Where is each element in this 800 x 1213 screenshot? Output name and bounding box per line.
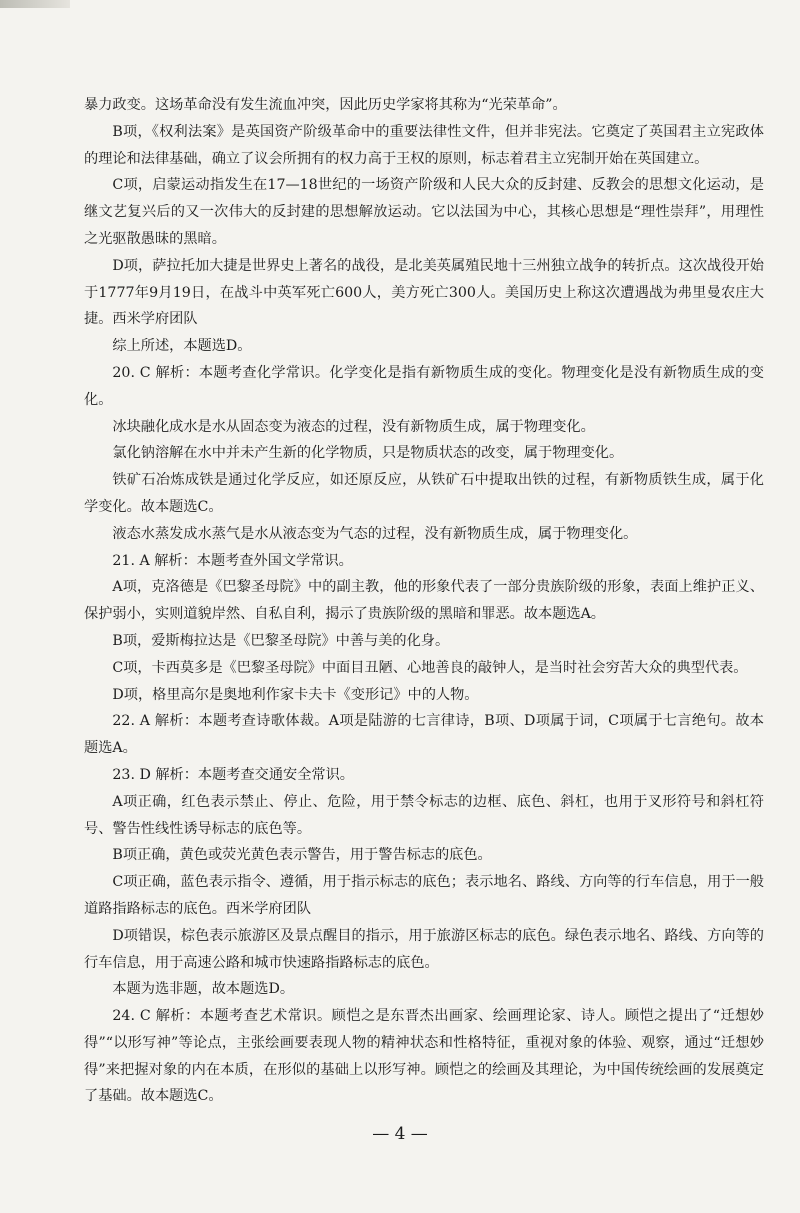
paragraph: C项正确，蓝色表示指令、遵循，用于指示标志的底色；表示地名、路线、方向等的行车信息，用于一般道路指路标志的底色。西米学府团队 bbox=[84, 874, 764, 917]
question-24-answer: 24. C 解析：本题考查艺术常识。顾恺之是东晋杰出画家、绘画理论家、诗人。顾恺之提出了“迁想妙得”“以形写神”等论点，主张绘画要表现人物的精神状态和性格特征，重视对象的体验、观察，通过“迁想妙得”来把握对象的内在本质，在形似的基础上以形写神。顾恺之的绘画及其理论，为中国传统绘画的发展奠定了基础。故本题选C。 bbox=[84, 1008, 764, 1105]
paragraph: C项，卡西莫多是《巴黎圣母院》中面目丑陋、心地善良的敲钟人，是当时社会穷苦大众的典型代表。 bbox=[112, 659, 748, 676]
paragraph: A项，克洛德是《巴黎圣母院》中的副主教，他的形象代表了一部分贵族阶级的形象，表面上维护正义、保护弱小，实则道貌岸然、自私自利，揭示了贵族阶级的黑暗和罪恶。故本题选A。 bbox=[84, 579, 764, 623]
paragraph: 本题为选非题，故本题选D。 bbox=[112, 981, 295, 998]
paragraph: B项，爱斯梅拉达是《巴黎圣母院》中善与美的化身。 bbox=[112, 632, 450, 649]
paragraph: 综上所述，本题选D。 bbox=[112, 338, 252, 355]
answer-explanations bbox=[84, 92, 764, 1110]
paragraph: D项，格里高尔是奥地利作家卡夫卡《变形记》中的人物。 bbox=[112, 686, 479, 703]
scan-edge-mark bbox=[0, 0, 70, 8]
paragraph: B项正确，黄色或荧光黄色表示警告，用于警告标志的底色。 bbox=[112, 847, 492, 864]
question-20-answer: 20. C 解析：本题考查化学常识。化学变化是指有新物质生成的变化。物理变化是没有新物质生成的变化。 bbox=[84, 364, 764, 408]
paragraph: 氯化钠溶解在水中并未产生新的化学物质，只是物质状态的改变，属于物理变化。 bbox=[112, 445, 624, 462]
page-number: — 4 — bbox=[372, 1124, 428, 1144]
paragraph: A项正确，红色表示禁止、停止、危险，用于禁令标志的边框、底色、斜杠，也用于叉形符号和斜杠符号、警告性线性诱导标志的底色等。 bbox=[84, 793, 764, 837]
paragraph: 暴力政变。这场革命没有发生流血冲突，因此历史学家将其称为“光荣革命”。 bbox=[84, 97, 567, 113]
paragraph: 铁矿石冶炼成铁是通过化学反应，如还原反应，从铁矿石中提取出铁的过程，有新物质铁生成，属于化学变化。故本题选C。 bbox=[84, 472, 764, 515]
paragraph: B项，《权利法案》是英国资产阶级革命中的重要法律性文件，但并非宪法。它奠定了英国君主立宪政体的理论和法律基础，确立了议会所拥有的权力高于王权的原则，标志着君主立宪制开始在英国建立。 bbox=[84, 123, 764, 167]
paragraph: D项错误，棕色表示旅游区及景点醒目的指示，用于旅游区标志的底色。绿色表示地名、路线、方向等的行车信息，用于高速公路和城市快速路指路标志的底色。 bbox=[84, 927, 764, 971]
question-22-answer: 22. A 解析：本题考查诗歌体裁。A项是陆游的七言律诗，B项、D项属于词，C项属于七言绝句。故本题选A。 bbox=[84, 713, 764, 757]
paragraph: 液态水蒸发成水蒸气是水从液态变为气态的过程，没有新物质生成，属于物理变化。 bbox=[112, 525, 638, 542]
paragraph: D项，萨拉托加大捷是世界史上著名的战役，是北美英属殖民地十三州独立战争的转折点。这次战役开始于1777年9月19日，在战斗中英军死亡600人，美方死亡300人。美国历史上称这次遭遇战为弗里曼农庄大捷。西米学府团队 bbox=[84, 257, 764, 328]
question-21-answer: 21. A 解析：本题考查外国文学常识。 bbox=[112, 552, 353, 569]
paragraph: 冰块融化成水是水从固态变为液态的过程，没有新物质生成，属于物理变化。 bbox=[112, 418, 595, 435]
question-23-answer: 23. D 解析：本题考查交通安全常识。 bbox=[112, 766, 354, 783]
paragraph: C项，启蒙运动指发生在17—18世纪的一场资产阶级和人民大众的反封建、反教会的思想文化运动，是继文艺复兴后的又一次伟大的反封建的思想解放运动。它以法国为中心，其核心思想是“理性崇拜”，用理性之光驱散愚昧的黑暗。 bbox=[84, 177, 764, 247]
